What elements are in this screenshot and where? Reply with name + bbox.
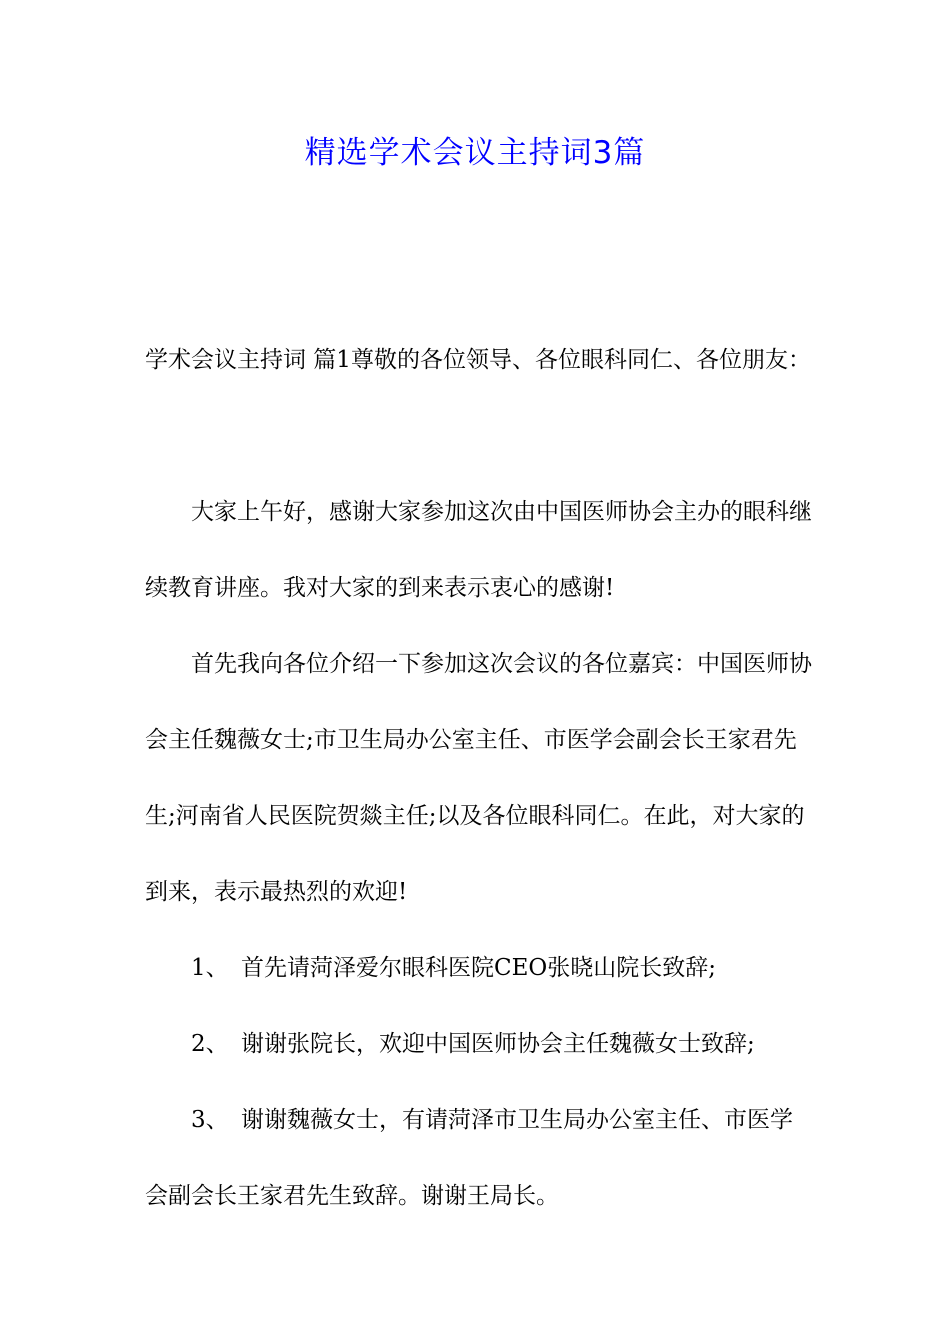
paragraph-greeting: 学术会议主持词 篇1尊敬的各位领导、各位眼科同仁、各位朋友： [145,347,811,373]
list-item [145,1082,815,1234]
paragraph-guests: 首先我向各位介绍一下参加这次会议的各位嘉宾：中国医师协会主任魏薇女士;市卫生局办公室主任、市医学会副会长王家君先生;河南省人民医院贺燚主任;以及各位眼科同仁。在此，对大家的到来，表示最热烈的欢迎! [145,651,812,905]
list-item-number: 3、 [191,1107,229,1133]
document-title: 精选学术会议主持词3篇 [304,135,646,171]
list-item [145,1006,815,1082]
list-item-number: 1、 [191,955,229,981]
paragraph-welcome: 大家上午好，感谢大家参加这次由中国医师协会主办的眼科继续教育讲座。我对大家的到来表示衷心的感谢! [145,499,812,601]
list-item-text: 谢谢魏薇女士，有请菏泽市卫生局办公室主任、市医学会副会长王家君先生致辞。谢谢王局长。 [145,1107,793,1209]
list-item-text: 谢谢张院长，欢迎中国医师协会主任魏薇女士致辞; [241,1031,755,1057]
list-item-number: 2、 [191,1031,229,1057]
list-item-text: 首先请菏泽爱尔眼科医院CEO张晓山院长致辞; [241,955,716,981]
list-item [145,930,815,1006]
